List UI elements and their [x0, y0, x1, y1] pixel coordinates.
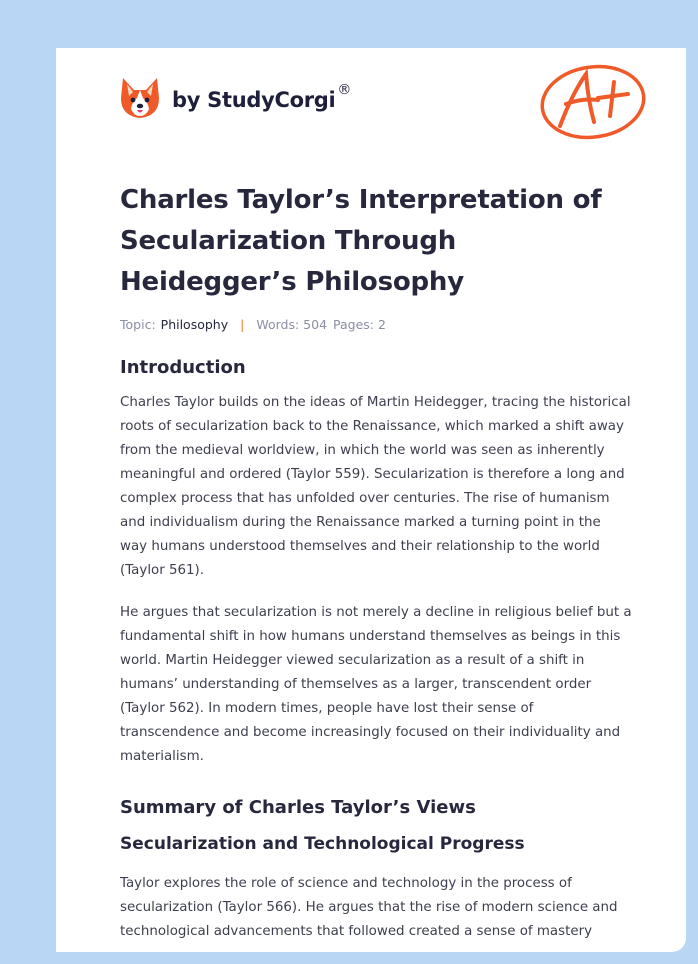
section-heading-summary: Summary of Charles Taylor’s Views [120, 797, 476, 818]
article-meta [120, 317, 632, 332]
studycorgi-logo[interactable] [120, 76, 351, 120]
document-page [56, 48, 686, 952]
subsection-heading-secularization: Secularization and Technological Progress [120, 834, 525, 854]
article [120, 180, 632, 944]
paragraph: Taylor explores the role of science and technology in the process of secularization (Taylor 566). He argues that the rise of modern science and technological advancements that followed created a sense of mastery [120, 876, 618, 939]
grade-a-plus-badge [538, 60, 650, 144]
paragraph: He argues that secularization is not merely a decline in religious belief but a fundamental shift in how humans understand themselves as beings in this world. Martin Heidegger viewed secularization as a result of a shift in humans’ understanding of themselves as a larger, transcendent order (Taylor 562). In modern times, people have lost their sense of transcendence and become increasingly focused on their individuality and materialism. [120, 605, 632, 764]
brand-name: by StudyCorgi ® [172, 82, 352, 112]
topic-link[interactable]: Philosophy [160, 317, 229, 332]
section-heading-introduction: Introduction [120, 357, 246, 378]
meta-separator: | [240, 317, 245, 332]
svg-text:A+: A+ [538, 60, 540, 61]
word-count: Words: 504 [256, 317, 328, 332]
page-title: Charles Taylor’s Interpretation of Secularization Through Heidegger’s Philosophy [120, 185, 602, 297]
page-count: Pages: 2 [333, 317, 386, 332]
paragraph: Charles Taylor builds on the ideas of Martin Heidegger, tracing the historical roots of secularization back to the Renaissance, which marked a shift away from the medieval worldview, in which the world was seen as inherently meaningful and ordered (Taylor 559). Secularization is therefore a long and complex process that has unfolded over centuries. The rise of humanism and individualism during the Renaissance marked a turning point in the way humans understood themselves and their relationship to the world (Taylor 561). [120, 395, 631, 578]
topic-label: Topic: [120, 317, 156, 332]
corgi-icon [120, 76, 160, 120]
